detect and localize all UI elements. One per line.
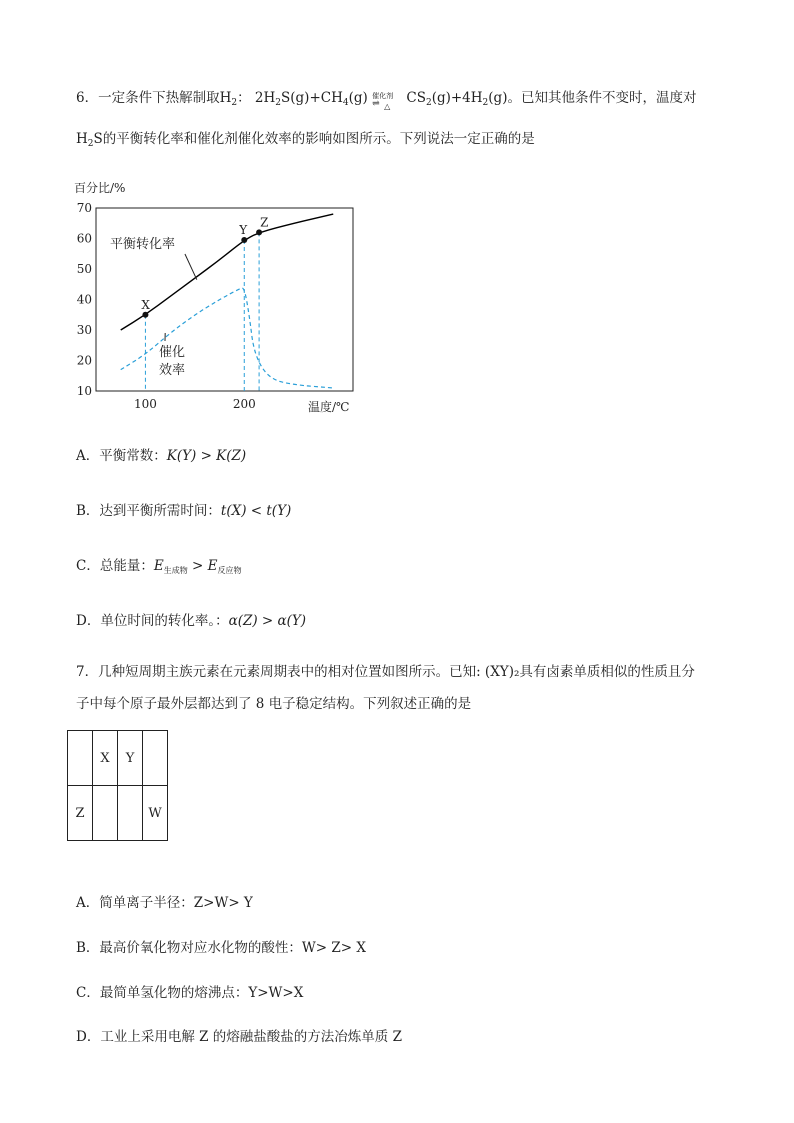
q7-option-b[interactable]: B．最高价氧化物对应水化物的酸性：W> Z> X — [76, 940, 366, 956]
conversion-efficiency-chart — [70, 178, 370, 418]
y-tick-label: 30 — [76, 323, 92, 337]
catalytic-efficiency-line — [121, 288, 334, 388]
y-tick-label: 70 — [76, 201, 92, 215]
q6-stem-line1 — [76, 88, 696, 113]
option-b-formula: t(X) < t(Y) — [220, 503, 292, 519]
q6-option-d[interactable]: D．单位时间的转化率。：α(Z) > α(Y) — [76, 613, 307, 629]
series-label-conversion: 平衡转化率 — [110, 237, 176, 252]
q6-stem-line2: $H_2S$的平衡转化率和催化剂催化效率的影响如图所示。下列说法一定正确的是 — [76, 131, 535, 149]
h2-subscript: 2 — [231, 98, 238, 108]
q7-option-c[interactable]: C．最简单氢化物的熔沸点：Y>W>X — [76, 985, 304, 1001]
point-y — [241, 237, 247, 243]
point-label-x: X — [141, 297, 150, 312]
x-axis-label: 温度/℃ — [308, 400, 350, 414]
plot-frame — [96, 208, 353, 391]
q7-stem-line1: 7．几种短周期主族元素在元素周期表中的相对位置如图所示。已知: (XY)₂具有卤素单质相似的性质且分 — [76, 664, 695, 680]
q6-colon: ： — [237, 90, 251, 106]
series-label-efficiency-1: 催化 — [159, 345, 186, 360]
table-cell: W — [143, 786, 168, 841]
point-label-y: Y — [239, 223, 248, 238]
reversible-arrow: 催化剂 ⇌ △ — [372, 90, 402, 108]
y-tick-label: 50 — [76, 262, 92, 276]
table-row — [68, 786, 168, 841]
series-label-efficiency-2: 效率 — [159, 363, 186, 378]
table-cell — [93, 786, 118, 841]
y-tick-label: 60 — [76, 231, 92, 246]
x-tick-label: 100 — [133, 397, 157, 411]
x-tick-label: 200 — [232, 397, 256, 411]
table-cell: Y — [118, 731, 143, 786]
y-axis-label: 百分比/% — [74, 181, 126, 195]
q6-equation: $2H_2S(g)+CH_4(g)$ 催化剂 ⇌ △ $CS_2(g)+4H_2(g)$。已知其他条件不变时，温度对 — [255, 90, 697, 106]
q6-option-b[interactable]: B．达到平衡所需时间：t(X) < t(Y) — [76, 503, 292, 519]
q7-stem-line2: 子中每个原子最外层都达到了 8 电子稳定结构。下列叙述正确的是 — [76, 696, 472, 712]
point-label-z: Z — [260, 215, 269, 230]
y-tick-label: 20 — [76, 353, 92, 368]
q6-option-c[interactable]: C．总能量：$E_{生成物} > E_{反应物}$ — [76, 558, 242, 575]
catalyst-label: 催化剂 — [372, 91, 394, 100]
table-cell: Z — [68, 786, 93, 841]
q6-intro: 一定条件下热解制取H — [98, 90, 232, 106]
table-cell — [143, 731, 168, 786]
table-row — [68, 731, 168, 786]
point-x — [142, 312, 148, 318]
q6-number: 6． — [76, 90, 99, 106]
table-cell: X — [93, 731, 118, 786]
y-tick-label: 10 — [76, 384, 92, 398]
q7-option-d[interactable]: D．工业上采用电解 Z 的熔融盐酸盐的方法冶炼单质 Z — [76, 1029, 402, 1045]
periodic-table-fragment — [67, 730, 168, 841]
option-a-formula: K(Y) > K(Z) — [166, 448, 247, 464]
conversion-leader-line — [185, 254, 197, 280]
heat-label: △ — [384, 101, 391, 111]
q6-option-a[interactable]: A．平衡常数：K(Y) > K(Z) — [76, 448, 247, 464]
q7-option-a[interactable]: A．简单离子半径：Z>W> Y — [76, 895, 253, 911]
equilibrium-conversion-line — [121, 214, 334, 330]
point-z — [256, 229, 262, 235]
table-cell — [68, 731, 93, 786]
table-cell — [118, 786, 143, 841]
y-tick-label: 40 — [76, 292, 92, 307]
option-d-formula: α(Z) > α(Y) — [228, 613, 307, 629]
